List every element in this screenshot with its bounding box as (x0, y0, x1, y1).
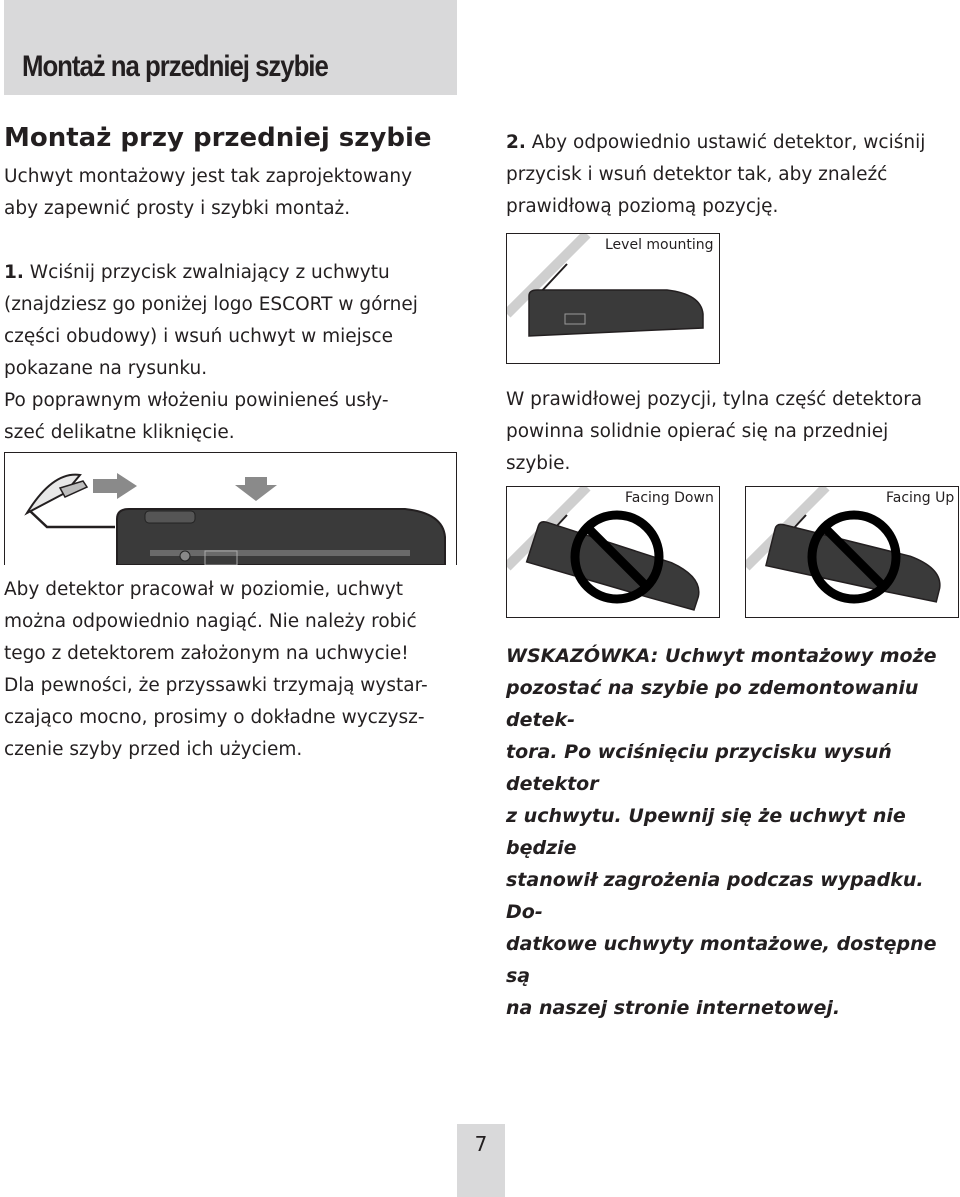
step2-number: 2. (506, 132, 526, 153)
step1-line: Po poprawnym włożeniu powinieneś usły- (4, 390, 389, 411)
level-line: W prawidłowej pozycji, tylna część detektora (506, 389, 923, 410)
arrow-down-icon (235, 477, 277, 501)
step1-line: (znajdziesz go poniżej logo ESCORT w górnej (4, 294, 418, 315)
tip-line: na naszej stronie internetowej. (506, 997, 841, 1019)
intro-line: aby zapewnić prosty i szybki montaż. (4, 198, 351, 219)
step2-line: Aby odpowiednio ustawić detektor, wciśnij (525, 132, 926, 153)
tip-line: stanowił zagrożenia podczas wypadku. Do- (506, 869, 924, 923)
step1-paragraph (4, 257, 464, 449)
figure-level-mounting (506, 233, 720, 364)
figure-facing-up (745, 486, 959, 618)
step1-line: Wciśnij przycisk zwalniający z uchwytu (23, 262, 390, 283)
step1-line: szeć delikatne kliknięcie. (4, 422, 235, 443)
tip-line: z uchwytu. Upewnij się że uchwyt nie będzie (506, 805, 906, 859)
page-number: 7 (474, 1132, 488, 1156)
level-paragraph (506, 384, 960, 480)
jack-icon (180, 551, 190, 561)
arrow-right-icon (93, 473, 137, 499)
bracket-wire-icon (30, 511, 115, 527)
step1-number: 1. (4, 262, 24, 283)
intro-paragraph (4, 161, 454, 225)
intro-line: Uchwyt montażowy jest tak zaprojektowany (4, 166, 413, 187)
page-title: Montaż na przedniej szybie (22, 50, 328, 83)
step1-line: części obudowy) i wsuń uchwyt w miejsce (4, 326, 393, 347)
body-line: Aby detektor pracował w poziomie, uchwyt (4, 579, 404, 600)
step2-line: przycisk i wsuń detektor tak, aby znaleźć (506, 164, 888, 185)
body-paragraph (4, 574, 464, 766)
level-line: szybie. (506, 453, 571, 474)
step2-paragraph (506, 127, 960, 223)
step2-line: prawidłową poziomą pozycję. (506, 196, 779, 217)
figure-label: Level mounting (605, 237, 714, 253)
figure-label: Facing Down (625, 490, 714, 506)
level-line: powinna solidnie opierać się na przedniej (506, 421, 889, 442)
mount-insertion-illustration (5, 453, 456, 565)
release-button-icon (145, 511, 195, 523)
section-heading: Montaż przy przedniej szybie (4, 123, 432, 153)
body-line: czenie szyby przed ich użyciem. (4, 739, 303, 760)
tip-line: tora. Po wciśnięciu przycisku wysuń detektor (506, 741, 892, 795)
level-mounting-illustration (507, 234, 719, 363)
page-number-box (457, 1124, 505, 1197)
figure-label: Facing Up (886, 490, 955, 506)
body-line: czająco mocno, prosimy o dokładne wyczysz- (4, 707, 425, 728)
body-line: można odpowiednio nagiąć. Nie należy robić (4, 611, 417, 632)
figure-mount-insertion (4, 452, 457, 565)
detector-body-icon (529, 290, 703, 336)
step1-line: pokazane na rysunku. (4, 358, 208, 379)
body-line: tego z detektorem założonym na uchwycie! (4, 643, 409, 664)
facing-down-illustration (507, 487, 719, 617)
tip-line: pozostać na szybie po zdemontowaniu detek- (506, 677, 919, 731)
body-line: Dla pewności, że przyssawki trzymają wystar- (4, 675, 428, 696)
facing-up-illustration (746, 487, 958, 617)
tip-line: WSKAZÓWKA: Uchwyt montażowy może (506, 645, 937, 667)
tip-paragraph (506, 640, 956, 1024)
tip-line: datkowe uchwyty montażowe, dostępne są (506, 933, 937, 987)
figure-facing-down (506, 486, 720, 618)
